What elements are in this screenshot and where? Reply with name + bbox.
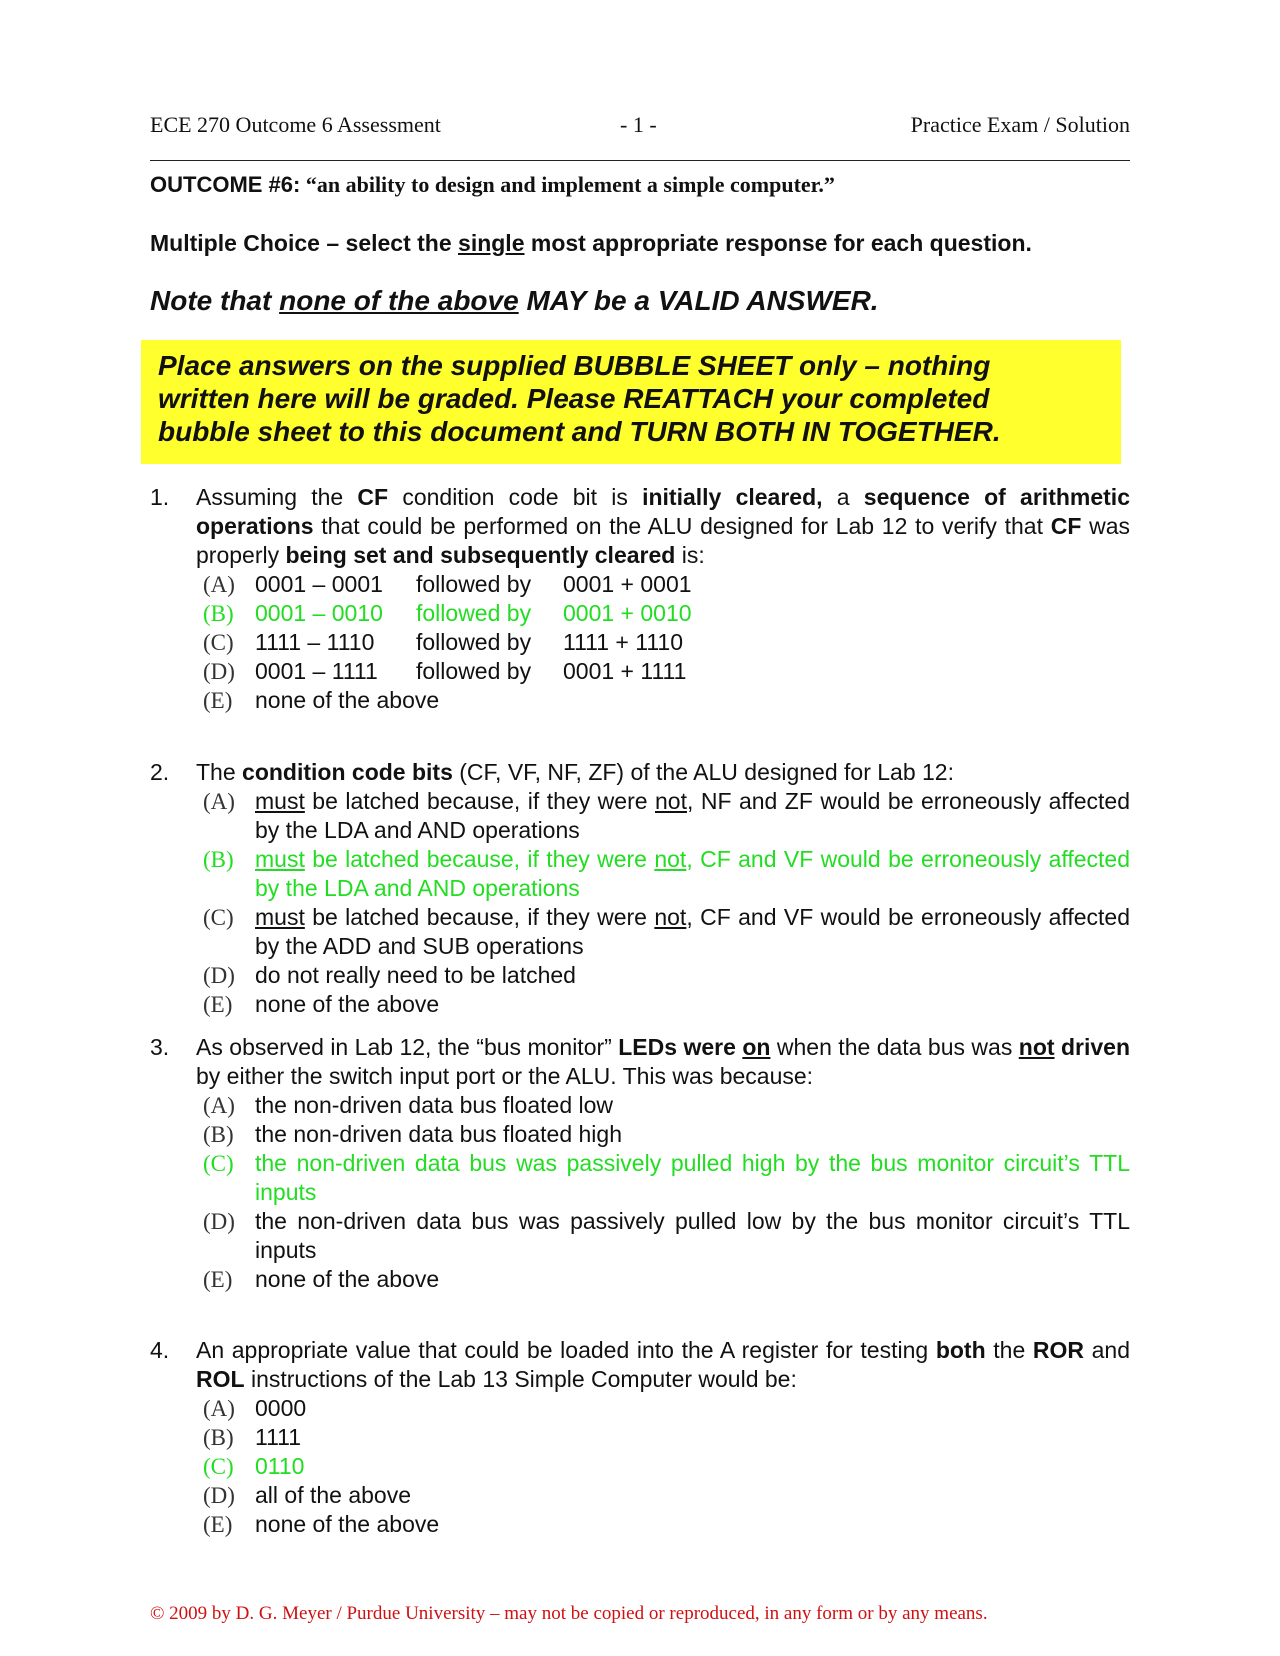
outcome-label: OUTCOME #6:: [150, 172, 301, 197]
answer-instructions-banner: [141, 340, 1121, 464]
page-number: - 1 -: [620, 112, 657, 137]
option-c-correct: (C) the non-driven data bus was passively pulled high by the bus monitor circuit’s TTL inputs: [203, 1150, 1130, 1205]
answer-options: [203, 1091, 1130, 1294]
question-number: 2.: [150, 759, 170, 785]
note-underlined: none of the above: [279, 285, 519, 316]
option-b: (B) 1111: [203, 1424, 302, 1450]
option-b: (B) the non-driven data bus floated high: [203, 1121, 622, 1147]
option-d: (D) 0001 – 1111 followed by 0001 + 1111: [203, 658, 687, 684]
option-a: (A) 0001 – 0001 followed by 0001 + 0001: [203, 571, 692, 597]
question-stem: Assuming the CF condition code bit is initially cleared, a sequence of arithmetic operations that could be performed on the ALU designed for Lab 12 to verify that CF was properly being set and subsequently cleared is:: [196, 484, 1130, 568]
question-4: [150, 1336, 1130, 1539]
question-1: [150, 483, 1130, 715]
instruction-post: most appropriate response for each question.: [524, 230, 1032, 256]
page-header: [150, 112, 1130, 142]
answer-options: [203, 1394, 1130, 1539]
exam-type: Practice Exam / Solution: [910, 112, 1130, 137]
option-a: (A) must be latched because, if they were not, NF and ZF would be erroneously affected by the LDA and AND operations: [203, 788, 1131, 843]
banner-line: written here will be graded. Please REATTACH your completed: [158, 383, 990, 414]
option-a: (A) the non-driven data bus floated low: [203, 1092, 614, 1118]
outcome-text: “an ability to design and implement a simple computer.”: [305, 172, 835, 197]
option-e: (E) none of the above: [203, 1266, 440, 1292]
instruction-underlined: single: [458, 230, 525, 256]
copyright-footer: © 2009 by D. G. Meyer / Purdue University – may not be copied or reproduced, in any form or by any means.: [150, 1603, 988, 1624]
banner-line: bubble sheet to this document and TURN BOTH IN TOGETHER.: [158, 416, 1001, 447]
question-3: [150, 1033, 1130, 1294]
question-number: 1.: [150, 484, 170, 510]
option-e: (E) none of the above: [203, 687, 440, 713]
option-d: (D) do not really need to be latched: [203, 962, 576, 988]
note-post: MAY be a VALID ANSWER.: [518, 285, 879, 316]
outcome-statement: [150, 172, 835, 198]
option-b-correct: (B) 0001 – 0010 followed by 0001 + 0010: [203, 600, 692, 626]
banner-line: Place answers on the supplied BUBBLE SHEET only – nothing: [158, 350, 991, 381]
option-e: (E) none of the above: [203, 1511, 440, 1537]
option-c: (C) 1111 – 1110 followed by 1111 + 1110: [203, 629, 684, 655]
question-stem: As observed in Lab 12, the “bus monitor” LEDs were on when the data bus was not driven by either the switch input port or the ALU. This was because:: [196, 1034, 1130, 1089]
note: [150, 285, 879, 317]
answer-options: [203, 570, 1130, 715]
option-c: (C) must be latched because, if they were not, CF and VF would be erroneously affected by the ADD and SUB operations: [203, 904, 1130, 959]
instruction: [150, 230, 1032, 257]
header-rule: [150, 160, 1130, 161]
question-stem: The condition code bits (CF, VF, NF, ZF) of the ALU designed for Lab 12:: [196, 759, 954, 785]
answer-options: [203, 787, 1130, 1019]
course-title: ECE 270 Outcome 6 Assessment: [150, 112, 441, 137]
option-d: (D) all of the above: [203, 1482, 412, 1508]
instruction-pre: Multiple Choice – select the: [150, 230, 459, 256]
option-b-correct: (B) must be latched because, if they were not, CF and VF would be erroneously affected by the LDA and AND operations: [203, 846, 1130, 901]
question-2: [150, 758, 1130, 1019]
option-a: (A) 0000: [203, 1395, 307, 1421]
note-pre: Note that: [150, 285, 280, 316]
option-d: (D) the non-driven data bus was passively pulled low by the bus monitor circuit’s TTL inputs: [203, 1208, 1130, 1263]
option-c-correct: (C) 0110: [203, 1453, 305, 1479]
question-number: 4.: [150, 1337, 170, 1363]
question-stem: An appropriate value that could be loaded into the A register for testing both the ROR and ROL instructions of the Lab 13 Simple Computer would be:: [196, 1337, 1131, 1392]
option-e: (E) none of the above: [203, 991, 440, 1017]
question-number: 3.: [150, 1034, 170, 1060]
